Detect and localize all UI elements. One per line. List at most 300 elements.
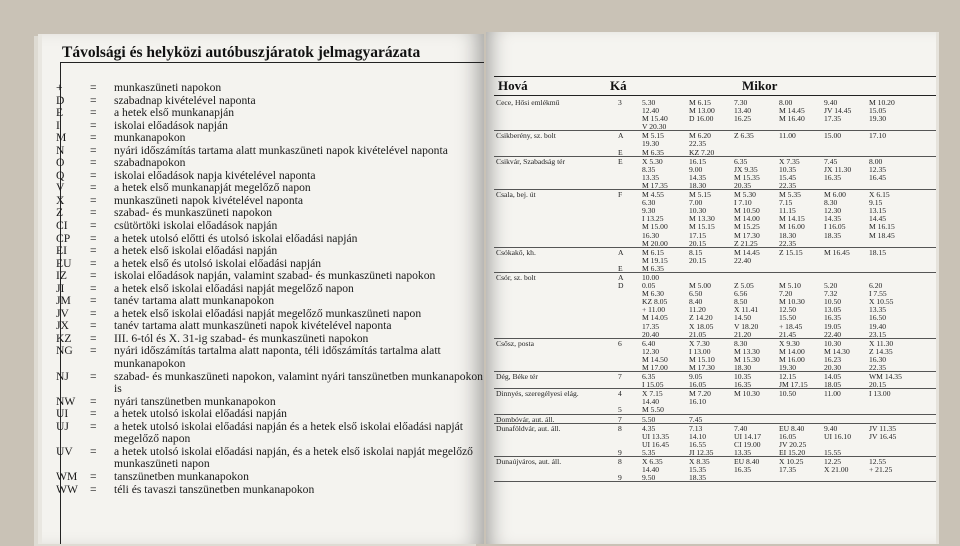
departure-time: 8.30 [734, 338, 748, 348]
timetable-line [494, 465, 936, 473]
legend-equals: = [90, 93, 97, 107]
departure-time: 16.35 [824, 313, 842, 323]
departure-time: JV 14.45 [824, 106, 852, 116]
legend-description: a hetek első munkanapját megelőző napon [114, 181, 311, 195]
departure-time: X 6.15 [869, 190, 890, 200]
departure-time: 22.35 [779, 238, 797, 248]
stop-code: 8 [618, 423, 622, 433]
departure-time: 15.35 [689, 465, 707, 475]
timetable-line [494, 190, 936, 198]
departure-time: 8.15 [689, 247, 703, 257]
timetable-line [494, 198, 936, 206]
timetable-line [494, 157, 936, 165]
legend-equals: = [90, 118, 97, 132]
timetable-line [494, 222, 936, 230]
timetable-line [494, 98, 936, 106]
departure-time: 23.15 [869, 329, 887, 339]
departure-time: 10.35 [734, 372, 752, 382]
legend-description: szabadnapokon [114, 156, 186, 170]
departure-time: M 6.15 [689, 98, 711, 107]
legend-description: a hetek első iskolai előadási napját megelőző munkaszüneti napon [114, 306, 422, 320]
timetable-line [494, 297, 936, 305]
departure-time: 9.05 [689, 372, 703, 382]
destination: Csór, sz. bolt [496, 272, 536, 282]
legend-code: V [56, 181, 65, 195]
departure-time: 13.35 [869, 305, 887, 315]
departure-time: 8.35 [642, 164, 656, 174]
departure-time: 22.40 [734, 255, 752, 265]
legend-equals: = [90, 106, 97, 120]
legend-entry [56, 220, 484, 233]
departure-time: M 14.45 [734, 247, 760, 257]
legend-description: csütörtöki iskolai előadások napján [114, 219, 278, 233]
departure-time: 10.30 [689, 206, 707, 216]
stop-code: A [618, 272, 624, 282]
departure-time: 7.45 [689, 414, 703, 424]
legend-equals: = [90, 181, 97, 195]
departure-time: 7.20 [779, 289, 793, 299]
legend-code: WM [56, 469, 78, 483]
departure-time: 5.50 [642, 414, 656, 424]
departure-time: M 17.00 [642, 363, 668, 372]
departure-time: 16.35 [734, 380, 752, 390]
departure-time: M 16.15 [869, 222, 895, 232]
legend-equals: = [90, 294, 97, 308]
departure-time: X 5.30 [642, 156, 663, 166]
legend-description: nyári tanszünetben munkanapokon [114, 394, 276, 408]
legend-entry [56, 446, 484, 471]
stop-code: E [618, 147, 623, 157]
departure-time: 8.30 [824, 198, 838, 208]
departure-time: 21.05 [689, 329, 707, 339]
departure-time: 16.25 [734, 114, 752, 124]
departure-time: 11.00 [779, 131, 796, 141]
timetable-row [494, 389, 936, 414]
departure-time: 16.15 [689, 156, 707, 166]
departure-time: M 14.45 [779, 106, 805, 116]
legend-entry [56, 421, 484, 446]
departure-time: 15.55 [824, 447, 842, 457]
timetable-row [494, 273, 936, 339]
legend-code: CI [56, 219, 68, 233]
departure-time: 14.45 [869, 214, 887, 224]
legend-equals: = [90, 231, 97, 245]
departure-time: 15.00 [824, 131, 842, 141]
stop-code: 5 [618, 405, 622, 415]
legend-code: I [56, 118, 60, 132]
departure-time: I 7.55 [869, 289, 887, 299]
timetable-line [494, 347, 936, 355]
departure-time: EU 8.40 [734, 457, 760, 467]
timetable-row [494, 157, 936, 190]
legend-code: X [56, 193, 65, 207]
departure-time: X 8.35 [689, 457, 710, 467]
legend-description: nyári időszámítás tartalma alatt naponta, téli időszámítás tartalma alatt munkanapokon [114, 344, 441, 371]
departure-time: M 6.20 [689, 131, 711, 141]
departure-time: 10.50 [824, 297, 842, 307]
legend-description: a hetek utolsó iskolai előadási napján, és a hetek első iskolai napját megelőző munkaszüneti napon [114, 444, 473, 471]
departure-time: M 13.30 [689, 214, 715, 224]
timetable-row [494, 190, 936, 248]
legend-description: a hetek első és utolsó iskolai előadási napján [114, 256, 322, 270]
departure-time: 14.10 [689, 431, 707, 441]
departure-time: 16.23 [824, 354, 842, 364]
departure-time: V 20.30 [642, 122, 667, 132]
legend-equals: = [90, 168, 97, 182]
legend-description: iskolai előadások napján, valamint szabad- és munkaszüneti napokon [114, 269, 436, 283]
timetable [494, 98, 936, 482]
departure-time: 19.30 [642, 139, 660, 149]
timetable-row [494, 248, 936, 273]
legend-code: Z [56, 206, 64, 220]
legend-code: WW [56, 482, 78, 496]
departure-time: 12.30 [824, 206, 842, 216]
departure-time: UI 16.10 [824, 431, 851, 441]
legend-code: NJ [56, 369, 69, 383]
departure-time: 17.35 [779, 465, 797, 475]
legend-description: a hetek első munkanapján [114, 106, 235, 120]
departure-time: 9.50 [642, 473, 656, 483]
timetable-row [494, 131, 936, 156]
departure-time: M 5.10 [779, 281, 801, 291]
departure-time: M 13.00 [689, 106, 715, 116]
legend-description: a hetek utolsó iskolai előadási napján és a hetek első iskolai előadási napját megelőző napon [114, 419, 463, 446]
legend-equals: = [90, 81, 97, 94]
timetable-line [494, 305, 936, 313]
legend-entry [56, 295, 484, 308]
header-destination: Hová [498, 78, 528, 93]
departure-time: 20.15 [689, 255, 707, 265]
timetable-line [494, 181, 936, 189]
timetable-line [494, 248, 936, 256]
departure-time: + 21.25 [869, 465, 893, 475]
departure-time: 22.35 [779, 180, 797, 190]
legend-description: szabad- és munkaszüneti napokon, valamint nyári tanszünetben munkanapokon is [114, 369, 483, 396]
destination: Dunaföldvár, aut. áll. [496, 423, 561, 433]
legend-code: Q [56, 168, 65, 182]
departure-time: 16.55 [689, 439, 707, 449]
timetable-line [494, 206, 936, 214]
departure-time: 5.35 [642, 447, 656, 457]
stop-code: 9 [618, 447, 622, 457]
departure-time: I 16.05 [824, 222, 846, 232]
departure-time: 7.32 [824, 289, 838, 299]
stop-code: E [618, 263, 623, 273]
legend-description: tanév tartama alatt munkaszüneti napok kivételével naponta [114, 319, 392, 333]
legend-entry [56, 471, 484, 484]
legend-entry [56, 132, 484, 145]
departure-time: 6.56 [734, 289, 748, 299]
legend-equals: = [90, 419, 97, 433]
departure-time: M 16.00 [779, 354, 805, 364]
timetable-line [494, 313, 936, 321]
departure-time: 14.40 [642, 397, 660, 407]
departure-time: 18.15 [869, 247, 887, 257]
departure-time: 17.35 [642, 321, 660, 331]
departure-time: 16.35 [734, 465, 752, 475]
departure-time: 22.40 [824, 329, 842, 339]
stop-code: E [618, 156, 623, 166]
departure-time: 6.40 [642, 338, 656, 348]
departure-time: 18.30 [734, 363, 752, 372]
timetable-row [494, 457, 936, 482]
departure-time: M 14.50 [642, 354, 668, 364]
legend-title: Távolsági és helyközi autóbuszjáratok jelmagyarázata [62, 44, 421, 61]
departure-time: 7.13 [689, 423, 703, 433]
legend-code: NG [56, 344, 73, 358]
legend-code: JX [56, 319, 69, 333]
departure-time: CI 19.00 [734, 439, 761, 449]
departure-time: M 7.20 [689, 389, 711, 399]
departure-time: X 10.25 [779, 457, 804, 467]
departure-time: M 5.30 [734, 190, 756, 200]
departure-time: 14.35 [824, 214, 842, 224]
legend-entry [56, 107, 484, 120]
departure-time: M 15.00 [642, 222, 668, 232]
departure-time: M 5.35 [779, 190, 801, 200]
legend-code: EI [56, 244, 67, 258]
legend-equals: = [90, 319, 97, 333]
legend-description: III. 6-tól és X. 31-ig szabad- és munkaszüneti napokon [114, 331, 369, 345]
departure-time: M 5.00 [689, 281, 711, 291]
departure-time: M 14.15 [779, 214, 805, 224]
departure-time: M 17.30 [689, 363, 715, 372]
legend-code: IZ [56, 269, 67, 283]
legend-equals: = [90, 281, 97, 295]
legend-description: szabad- és munkaszüneti napokon [114, 206, 273, 220]
timetable-line [494, 264, 936, 272]
departure-time: JV 16.45 [869, 431, 897, 441]
departure-time: + 18.45 [779, 321, 803, 331]
departure-time: I 7.10 [734, 198, 752, 208]
departure-time: 14.50 [734, 313, 752, 323]
legend-description: a hetek első iskolai előadási napját megelőző napon [114, 281, 354, 295]
departure-time: + 11.00 [642, 305, 665, 315]
departure-time: M 5.50 [642, 405, 664, 415]
legend-code: M [56, 131, 67, 145]
departure-time: KZ 8.05 [642, 297, 668, 307]
departure-time: 20.35 [734, 180, 752, 190]
legend-entry [56, 82, 484, 95]
departure-time: 16.45 [869, 172, 887, 182]
legend-equals: = [90, 219, 97, 233]
timetable-line [494, 372, 936, 380]
timetable-line [494, 363, 936, 371]
departure-time: 6.30 [642, 198, 656, 208]
departure-time: M 10.30 [734, 389, 760, 399]
departure-time: 20.15 [869, 380, 887, 390]
departure-time: M 16.45 [824, 247, 850, 257]
departure-time: M 6.35 [642, 263, 664, 273]
departure-time: UI 16.45 [642, 439, 669, 449]
departure-time: 15.05 [869, 106, 887, 116]
departure-time: 12.50 [779, 305, 797, 315]
departure-time: M 4.55 [642, 190, 664, 200]
departure-time: 19.30 [779, 363, 797, 372]
departure-time: M 14.00 [734, 214, 760, 224]
legend-equals: = [90, 369, 97, 383]
legend-equals: = [90, 269, 97, 283]
departure-time: 17.10 [869, 131, 887, 141]
departure-time: 7.45 [824, 156, 838, 166]
departure-time: 21.20 [734, 329, 752, 339]
timetable-row [494, 339, 936, 372]
departure-time: 7.30 [734, 98, 748, 107]
departure-time: 8.00 [869, 156, 883, 166]
departure-time: EI 15.20 [779, 447, 806, 457]
departure-time: 9.40 [824, 98, 838, 107]
departure-time: 13.35 [642, 172, 660, 182]
stop-code: 9 [618, 473, 622, 483]
legend-code: UJ [56, 419, 69, 433]
departure-time: V 18.20 [734, 321, 759, 331]
legend-description: nyári időszámítás tartama alatt munkaszüneti napok kivételével naponta [114, 143, 448, 157]
legend-entry [56, 270, 484, 283]
departure-time: M 20.00 [642, 238, 668, 248]
timetable-row [494, 424, 936, 457]
timetable-line [494, 139, 936, 147]
legend-code: UI [56, 407, 69, 421]
departure-time: M 18.45 [869, 230, 895, 240]
timetable-line [494, 424, 936, 432]
departure-time: M 14.30 [824, 346, 850, 356]
stop-code: 3 [618, 98, 622, 107]
departure-time: 12.55 [869, 457, 887, 467]
timetable-line [494, 214, 936, 222]
timetable-line [494, 289, 936, 297]
departure-time: 18.30 [689, 180, 707, 190]
legend-equals: = [90, 331, 97, 345]
timetable-line [494, 256, 936, 264]
departure-time: M 6.35 [642, 147, 664, 157]
departure-time: 6.50 [689, 289, 703, 299]
legend-entry [56, 245, 484, 258]
departure-time: 12.25 [824, 457, 842, 467]
legend-list [56, 82, 484, 496]
departure-time: 11.00 [824, 389, 841, 399]
departure-time: M 10.20 [869, 98, 895, 107]
stop-code: 8 [618, 457, 622, 467]
legend-equals: = [90, 143, 97, 157]
departure-time: X 9.30 [779, 338, 800, 348]
departure-time: M 10.50 [734, 206, 760, 216]
departure-time: X 6.35 [642, 457, 663, 467]
timetable-line [494, 106, 936, 114]
legend-description: téli és tavaszi tanszünetben munkanapokon [114, 482, 315, 496]
legend-code: N [56, 143, 65, 157]
departure-time: M 16.00 [779, 222, 805, 232]
timetable-line [494, 389, 936, 397]
stop-code: 4 [618, 389, 622, 399]
departure-time: 16.05 [689, 380, 707, 390]
departure-time: 9.30 [642, 206, 656, 216]
destination: Dunaújváros, aut. áll. [496, 457, 562, 467]
timetable-line [494, 114, 936, 122]
departure-time: M 14.05 [642, 313, 668, 323]
departure-time: 13.40 [734, 106, 752, 116]
departure-time: JM 17.15 [779, 380, 808, 390]
legend-code: D [56, 93, 65, 107]
legend-code: JM [56, 294, 71, 308]
departure-time: 10.00 [642, 272, 660, 282]
departure-time: 18.05 [824, 380, 842, 390]
departure-time: M 10.30 [779, 297, 805, 307]
departure-time: 7.40 [734, 423, 748, 433]
departure-time: 7.00 [689, 198, 703, 208]
departure-time: 9.00 [689, 164, 703, 174]
departure-time: M 15.15 [689, 222, 715, 232]
timetable-line [494, 173, 936, 181]
departure-time: 14.05 [824, 372, 842, 382]
departure-time: 8.50 [734, 297, 748, 307]
departure-time: I 15.05 [642, 380, 664, 390]
departure-time: 12.30 [642, 346, 660, 356]
departure-time: 8.00 [779, 98, 793, 107]
timetable-line [494, 231, 936, 239]
legend-description: iskolai előadások napján [114, 118, 228, 132]
timetable-line [494, 148, 936, 156]
timetable-row [494, 372, 936, 389]
legend-code: JV [56, 306, 69, 320]
departure-time: 12.40 [642, 106, 660, 116]
timetable-line [494, 432, 936, 440]
departure-time: 22.35 [689, 139, 707, 149]
departure-time: 20.15 [689, 238, 707, 248]
departure-time: KZ 7.20 [689, 147, 715, 157]
legend-code: NW [56, 394, 76, 408]
legend-code: EU [56, 256, 72, 270]
legend-description: munkaszüneti napok kivételével naponta [114, 193, 303, 207]
departure-time: 19.05 [824, 321, 842, 331]
departure-time: 13.35 [734, 447, 752, 457]
legend-equals: = [90, 256, 97, 270]
departure-time: 10.30 [824, 338, 842, 348]
legend-entry [56, 345, 484, 370]
legend-entry [56, 484, 484, 497]
timetable-line [494, 415, 936, 423]
departure-time: X 7.15 [642, 389, 663, 399]
departure-time: M 15.35 [734, 172, 760, 182]
departure-time: X 21.00 [824, 465, 849, 475]
departure-time: Z 21.25 [734, 238, 758, 248]
legend-description: munkanapokon [114, 131, 186, 145]
departure-time: 10.35 [779, 164, 797, 174]
departure-time: 10.50 [779, 389, 797, 399]
stop-code: 7 [618, 414, 622, 424]
timetable-header [494, 76, 936, 96]
legend-code: JI [56, 281, 65, 295]
timetable-line [494, 440, 936, 448]
departure-time: 14.35 [689, 172, 707, 182]
legend-equals: = [90, 131, 97, 145]
departure-time: M 15.25 [734, 222, 760, 232]
departure-time: 6.35 [734, 156, 748, 166]
departure-time: 17.35 [824, 114, 842, 124]
legend-description: a hetek utolsó előtti és utolsó iskolai előadási napján [114, 231, 358, 245]
departure-time: 5.20 [824, 281, 838, 291]
departure-time: 18.30 [779, 230, 797, 240]
departure-time: M 6.30 [642, 289, 664, 299]
legend-entry [56, 371, 484, 396]
legend-entry [56, 157, 484, 170]
departure-time: X 11.41 [734, 305, 759, 315]
departure-time: 4.35 [642, 423, 656, 433]
departure-time: M 6.15 [642, 247, 664, 257]
departure-time: UI 14.17 [734, 431, 761, 441]
departure-time: X 18.05 [689, 321, 714, 331]
legend-description: szabadnap kivételével naponta [114, 93, 256, 107]
departure-time: I 13.00 [689, 346, 711, 356]
